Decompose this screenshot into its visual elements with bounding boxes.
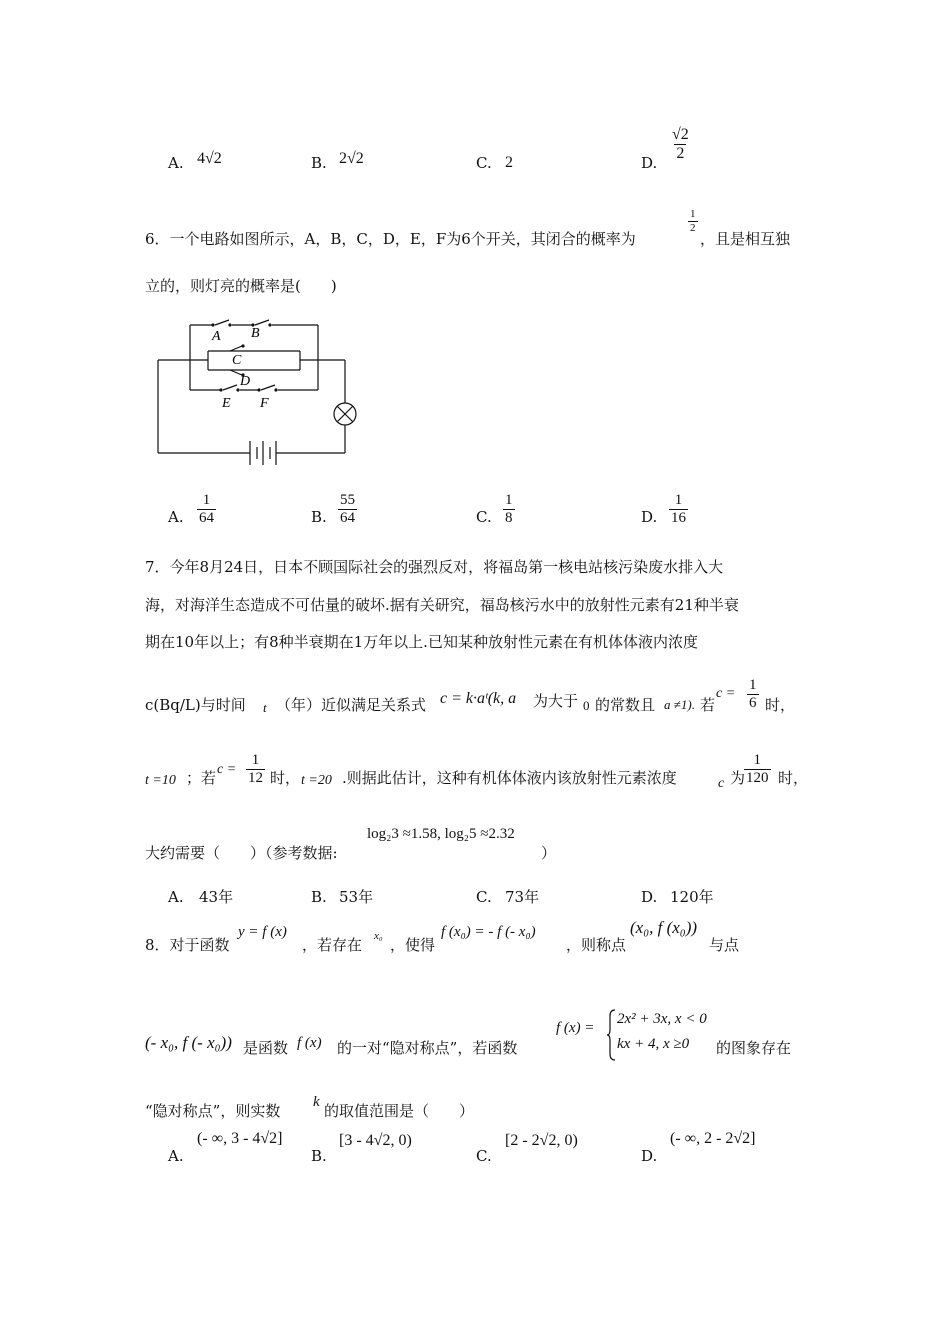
q8-option-b-letter: B. (311, 1147, 327, 1165)
q8-line2-c: 的图象存在 (716, 1039, 792, 1057)
q6-line1-pre: 6．一个电路如图所示，A，B，C，D，E，F为6个开关，其闭合的概率为 (145, 230, 636, 248)
q5-option-d-fraction (670, 126, 691, 164)
fraction-numerator: √2 (672, 126, 689, 143)
switch-label-c: C (232, 353, 242, 368)
circuit-diagram (150, 315, 365, 470)
q7-line4-formula: c = k·aᵗ(k, a (440, 690, 517, 707)
q8-line1-c: ，使得 (390, 936, 436, 954)
switch-label-d: D (240, 374, 251, 389)
q8-line2-b: 的一对“隐对称点”，若函数 (337, 1039, 518, 1057)
q7-line4-e: 若 (700, 696, 716, 714)
q7-line5-e: t =20 (301, 773, 332, 788)
q8-line3-k: k (313, 1094, 320, 1110)
q7-line5-h: 时， (778, 769, 809, 787)
q7-line4-fraction (747, 677, 759, 713)
q7-option-c-value: 73年 (505, 888, 540, 906)
q7-line4-zero: 0 (583, 698, 590, 713)
q7-line4-b: （年）近似满足关系式 (276, 696, 427, 714)
q8-option-d-letter: D. (641, 1147, 658, 1165)
q6-option-a-fraction (197, 492, 216, 528)
fraction-denominator: 2 (690, 221, 696, 234)
q6-option-c-fraction (503, 492, 515, 528)
q7-option-a-letter: A. (168, 888, 184, 906)
q7-line3: 期在10年以上；有8种半衰期在1万年以上.已知某种放射性元素在有机体体液内浓度 (145, 633, 698, 651)
q7-line4-g: 时， (765, 696, 796, 714)
q5-option-b-value: 2√2 (339, 150, 364, 167)
fraction-numerator: 1 (749, 677, 757, 693)
q7-line4-c: 为大于 (533, 692, 579, 710)
q8-option-b-value: [3 - 4√2, 0) (339, 1132, 412, 1149)
fraction-denominator: 8 (505, 510, 513, 527)
q8-line2-case2: kx + 4, x ≥0 (617, 1036, 690, 1052)
q8-line2-point: (- x₀, f (- x₀)) (145, 1033, 232, 1052)
q8-line3-b: 的取值范围是（ ） (324, 1102, 475, 1120)
fraction-numerator: 1 (251, 752, 260, 768)
q7-line4-t: t (263, 700, 267, 715)
q6-option-d-fraction (669, 492, 688, 528)
q8-line2-a: 是函数 (243, 1039, 289, 1057)
q7-option-b-value: 53年 (339, 888, 374, 906)
q7-line4-c2: c = (716, 686, 736, 701)
q7-line4-d: 的常数且 (595, 696, 656, 714)
q5-option-a-value: 4√2 (197, 150, 222, 167)
q7-line5-fraction (246, 752, 265, 788)
q6-option-d-letter: D. (641, 508, 658, 526)
switch-label-f: F (260, 396, 269, 411)
fraction-numerator: 1 (202, 492, 211, 508)
fraction-denominator: 2 (676, 145, 685, 163)
q8-option-a-value: (- ∞, 3 - 4√2] (197, 1130, 283, 1147)
q8-line2-case1: 2x² + 3x, x < 0 (617, 1011, 707, 1027)
q5-option-c-value: 2 (505, 154, 513, 171)
q7-line5-f: .则据此估计，这种有机体体液内该放射性元素浓度 (342, 769, 677, 787)
q5-option-b-letter: B. (311, 154, 327, 172)
q7-option-d-value: 120年 (670, 888, 714, 906)
fraction-numerator: 1 (753, 752, 761, 768)
q7-line5-d: 时， (270, 769, 301, 787)
fraction-denominator: 120 (746, 770, 769, 787)
q5-option-c-letter: C. (476, 154, 492, 172)
q8-option-d-value: (- ∞, 2 - 2√2] (670, 1130, 756, 1147)
q7-line4-a: c(Bq/L)与时间 (145, 696, 246, 714)
q7-option-c-letter: C. (476, 888, 492, 906)
switch-label-b: B (251, 326, 260, 341)
q7-line4-cond: a ≠1). (664, 697, 695, 712)
q8-line2-fx: f (x) = (556, 1020, 595, 1036)
q7-line5-c: c = (217, 762, 237, 777)
q8-line1-a: 8．对于函数 (145, 936, 230, 954)
fraction-denominator: 12 (248, 770, 263, 787)
q7-line5-g: 为 (730, 769, 746, 787)
q8-line3-a: “隐对称点”，则实数 (145, 1102, 281, 1120)
q6-option-b-fraction (338, 492, 357, 528)
q8-line1-func: y = f (x) (238, 924, 287, 940)
q8-line1-e: 与点 (709, 936, 740, 954)
q8-line1-eq: f (x₀) = - f (- x₀) (441, 924, 536, 940)
fraction-denominator: 64 (199, 510, 214, 527)
q7-line1: 7．今年8月24日，日本不顾国际社会的强烈反对，将福岛第一核电站核污染废水排入大 (145, 558, 724, 576)
q7-line5-a: t =10 (145, 773, 176, 788)
fraction-numerator: 1 (674, 492, 683, 508)
q7-option-d-letter: D. (641, 888, 658, 906)
q6-option-a-letter: A. (168, 508, 184, 526)
fraction-numerator: 55 (340, 492, 355, 508)
q6-half-fraction (688, 208, 698, 234)
q5-option-d-letter: D. (641, 154, 658, 172)
q8-line1-b: ，若存在 (302, 936, 363, 954)
q7-option-b-letter: B. (311, 888, 327, 906)
fraction-numerator: 1 (690, 208, 696, 220)
q6-line2: 立的，则灯亮的概率是( ) (145, 277, 337, 295)
q7-line2: 海，对海洋生态造成不可估量的破坏.据有关研究，福岛核污水中的放射性元素有21种半衰 (145, 596, 739, 614)
q8-option-c-value: [2 - 2√2, 0) (505, 1132, 578, 1149)
q8-line2-func: f (x) (297, 1035, 322, 1051)
fraction-denominator: 16 (671, 510, 686, 527)
q7-line6-ref: log₂3 ≈1.58, log₂5 ≈2.32 (367, 826, 515, 842)
q6-option-c-letter: C. (476, 508, 492, 526)
q5-option-a-letter: A. (168, 154, 184, 172)
fraction-numerator: 1 (505, 492, 513, 508)
q7-line5-fraction2 (744, 752, 771, 788)
q6-option-b-letter: B. (311, 508, 327, 526)
fraction-denominator: 64 (340, 510, 355, 527)
q8-line1-x0: x₀ (374, 930, 383, 942)
q8-line1-d: ，则称点 (566, 936, 627, 954)
q8-option-a-letter: A. (168, 1147, 184, 1165)
q6-line1-post: ，且是相互独 (700, 230, 791, 248)
piecewise-brace (607, 1008, 617, 1062)
fraction-denominator: 6 (749, 695, 757, 712)
q7-option-a-value: 43年 (199, 888, 234, 906)
q7-line6-a: 大约需要（ ）（参考数据: (145, 844, 338, 862)
q7-line5-b: ；若 (186, 769, 217, 787)
q8-line1-point: (x₀, f (x₀)) (630, 918, 698, 937)
q7-line5-cvar: c (718, 776, 725, 791)
q8-option-c-letter: C. (476, 1147, 492, 1165)
switch-label-a: A (212, 329, 221, 344)
q7-line6-b: ） (541, 844, 557, 862)
switch-label-e: E (222, 396, 231, 411)
